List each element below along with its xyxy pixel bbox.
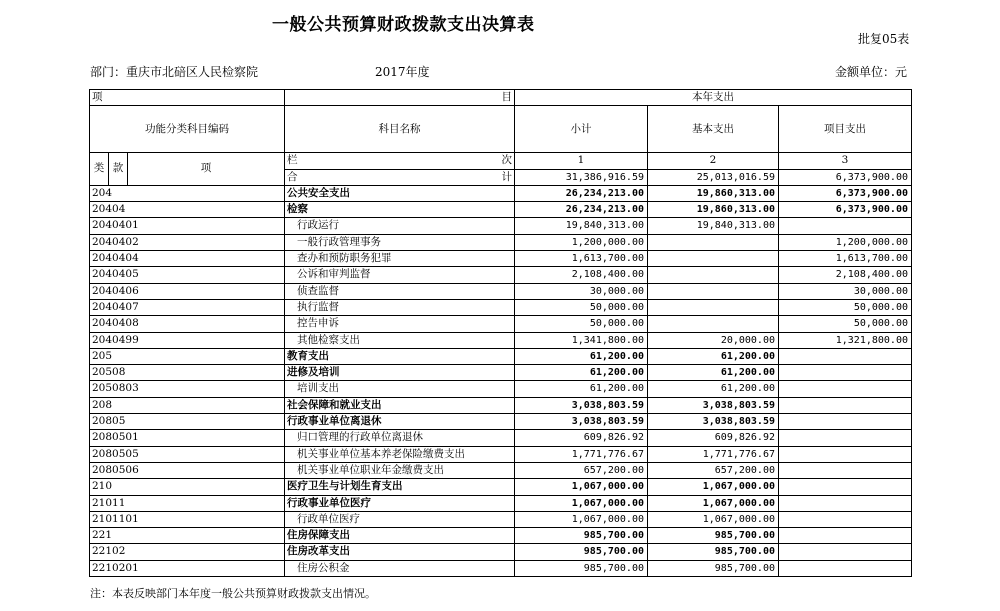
table-row [90,218,912,234]
row-subject-name: 社会保障和就业支出 [285,397,515,413]
row-project [779,560,912,576]
row-code: 2040499 [90,332,285,348]
row-code: 22102 [90,544,285,560]
row-code: 2080505 [90,446,285,462]
row-code: 208 [90,397,285,413]
page-title: 一般公共预算财政拨款支出决算表 [272,15,535,35]
table-row [90,283,912,299]
row-subtotal: 2,108,400.00 [515,267,648,283]
row-project: 50,000.00 [779,316,912,332]
row-subject-name: 其他检察支出 [285,332,515,348]
row-code: 2210201 [90,560,285,576]
row-basic: 61,200.00 [648,381,779,397]
row-project [779,479,912,495]
row-subtotal: 50,000.00 [515,299,648,315]
row-code: 2080506 [90,462,285,478]
row-subject-name: 行政单位医疗 [285,511,515,527]
row-project: 6,373,900.00 [779,185,912,201]
row-subject-name: 机关事业单位职业年金缴费支出 [285,462,515,478]
year-label: 2017年度 [375,65,430,79]
row-project [779,511,912,527]
row-project [779,462,912,478]
row-subtotal: 3,038,803.59 [515,397,648,413]
row-subject-name: 检察 [285,202,515,218]
row-basic [648,316,779,332]
row-subtotal: 609,826.92 [515,430,648,446]
table-row [90,267,912,283]
header-col3: 3 [779,153,912,169]
row-subtotal: 1,200,000.00 [515,234,648,250]
row-basic [648,283,779,299]
row-basic [648,234,779,250]
row-code: 210 [90,479,285,495]
row-subject-name: 一般行政管理事务 [285,234,515,250]
header-col2: 2 [648,153,779,169]
row-project [779,365,912,381]
total-subtotal: 31,386,916.59 [515,169,648,185]
row-code: 2040401 [90,218,285,234]
row-subject-name: 行政事业单位离退休 [285,414,515,430]
row-project [779,544,912,560]
row-basic: 3,038,803.59 [648,397,779,413]
row-subtotal: 19,840,313.00 [515,218,648,234]
table-row [90,202,912,218]
row-subtotal: 1,613,700.00 [515,251,648,267]
table-row [90,544,912,560]
row-code: 2040404 [90,251,285,267]
table-row [90,528,912,544]
row-subtotal: 50,000.00 [515,316,648,332]
row-basic: 1,067,000.00 [648,511,779,527]
row-subtotal: 61,200.00 [515,348,648,364]
row-subject-name: 住房保障支出 [285,528,515,544]
row-basic: 19,860,313.00 [648,202,779,218]
row-basic: 609,826.92 [648,430,779,446]
header-ci: 次 [501,154,512,167]
row-subtotal: 61,200.00 [515,365,648,381]
row-subtotal: 985,700.00 [515,528,648,544]
row-subtotal: 985,700.00 [515,560,648,576]
row-subtotal: 657,200.00 [515,462,648,478]
header-row-3 [90,153,912,169]
table-row [90,348,912,364]
total-project: 6,373,900.00 [779,169,912,185]
row-subject-name: 医疗卫生与计划生育支出 [285,479,515,495]
header-mu: 目 [285,90,515,106]
header-basic: 基本支出 [648,106,779,153]
table-row [90,365,912,381]
row-basic: 19,840,313.00 [648,218,779,234]
row-code: 2040406 [90,283,285,299]
row-project [779,348,912,364]
row-project [779,397,912,413]
row-code: 205 [90,348,285,364]
header-project: 项目支出 [779,106,912,153]
row-basic: 985,700.00 [648,528,779,544]
row-subtotal: 26,234,213.00 [515,202,648,218]
row-subject-name: 行政事业单位医疗 [285,495,515,511]
table-row [90,381,912,397]
table-row [90,251,912,267]
row-basic: 985,700.00 [648,560,779,576]
row-basic: 20,000.00 [648,332,779,348]
row-subject-name: 公共安全支出 [285,185,515,201]
row-code: 2101101 [90,511,285,527]
table-row [90,299,912,315]
row-subject-name: 行政运行 [285,218,515,234]
row-basic: 61,200.00 [648,365,779,381]
row-basic: 657,200.00 [648,462,779,478]
row-basic [648,267,779,283]
row-subject-name: 培训支出 [285,381,515,397]
row-subtotal: 3,038,803.59 [515,414,648,430]
row-subject-name: 查办和预防职务犯罪 [285,251,515,267]
row-subject-name: 教育支出 [285,348,515,364]
row-basic: 19,860,313.00 [648,185,779,201]
table-row [90,511,912,527]
row-basic: 3,038,803.59 [648,414,779,430]
row-subject-name: 住房公积金 [285,560,515,576]
row-code: 2040402 [90,234,285,250]
row-project: 30,000.00 [779,283,912,299]
table-row [90,560,912,576]
row-code: 221 [90,528,285,544]
row-project: 1,321,800.00 [779,332,912,348]
table-row [90,495,912,511]
row-subject-name: 控告申诉 [285,316,515,332]
row-subject-name: 公诉和审判监督 [285,267,515,283]
header-col1: 1 [515,153,648,169]
table-row [90,430,912,446]
row-code: 2040408 [90,316,285,332]
row-subject-name: 住房改革支出 [285,544,515,560]
row-code: 20805 [90,414,285,430]
row-code: 2080501 [90,430,285,446]
row-basic: 61,200.00 [648,348,779,364]
table-row [90,446,912,462]
row-basic: 985,700.00 [648,544,779,560]
footnote: 注：本表反映部门本年度一般公共预算财政拨款支出情况。 [90,587,376,600]
header-kuan: 款 [109,153,128,186]
row-project [779,430,912,446]
row-subtotal: 1,067,000.00 [515,479,648,495]
row-basic: 1,771,776.67 [648,446,779,462]
row-subtotal: 1,067,000.00 [515,495,648,511]
row-code: 2040407 [90,299,285,315]
row-basic: 1,067,000.00 [648,479,779,495]
total-ji: 计 [501,170,512,183]
row-project [779,446,912,462]
form-number: 批复05表 [858,32,910,46]
header-lan: 栏 [287,154,298,167]
row-project [779,495,912,511]
table-row [90,234,912,250]
row-subject-name: 进修及培训 [285,365,515,381]
row-subject-name: 执行监督 [285,299,515,315]
total-label [285,169,515,185]
row-basic: 1,067,000.00 [648,495,779,511]
unit-label: 金额单位：元 [835,65,908,79]
table-row [90,479,912,495]
row-basic [648,251,779,267]
table-row [90,462,912,478]
header-xiang2: 项 [128,153,285,186]
row-subtotal: 1,341,800.00 [515,332,648,348]
row-subject-name: 归口管理的行政单位离退休 [285,430,515,446]
row-subtotal: 30,000.00 [515,283,648,299]
total-he: 合 [287,170,298,183]
header-row-2 [90,106,912,153]
header-lei: 类 [90,153,109,186]
table-row [90,316,912,332]
row-project [779,414,912,430]
row-basic [648,299,779,315]
row-subtotal: 985,700.00 [515,544,648,560]
row-subtotal: 1,771,776.67 [515,446,648,462]
row-code: 2050803 [90,381,285,397]
header-xiang: 项 [90,90,285,106]
row-code: 2040405 [90,267,285,283]
table-row [90,185,912,201]
table-row [90,332,912,348]
row-project: 1,613,700.00 [779,251,912,267]
header-subtotal: 小计 [515,106,648,153]
row-project [779,528,912,544]
header-lanci [285,153,515,169]
row-subject-name: 机关事业单位基本养老保险缴费支出 [285,446,515,462]
row-code: 21011 [90,495,285,511]
row-project [779,381,912,397]
row-subject-name: 侦查监督 [285,283,515,299]
row-project: 2,108,400.00 [779,267,912,283]
table-row [90,397,912,413]
row-subtotal: 61,200.00 [515,381,648,397]
row-subtotal: 26,234,213.00 [515,185,648,201]
row-code: 20404 [90,202,285,218]
row-project: 1,200,000.00 [779,234,912,250]
header-row-1 [90,90,912,106]
header-subject-name: 科目名称 [285,106,515,153]
row-project [779,218,912,234]
row-subtotal: 1,067,000.00 [515,511,648,527]
row-code: 204 [90,185,285,201]
row-code: 20508 [90,365,285,381]
table-row [90,414,912,430]
row-project: 6,373,900.00 [779,202,912,218]
department-label: 部门：重庆市北碚区人民检察院 [90,65,259,79]
row-project: 50,000.00 [779,299,912,315]
header-func-code: 功能分类科目编码 [90,106,285,153]
total-basic: 25,013,016.59 [648,169,779,185]
expenditure-table [89,89,912,577]
header-current-year: 本年支出 [515,90,912,106]
